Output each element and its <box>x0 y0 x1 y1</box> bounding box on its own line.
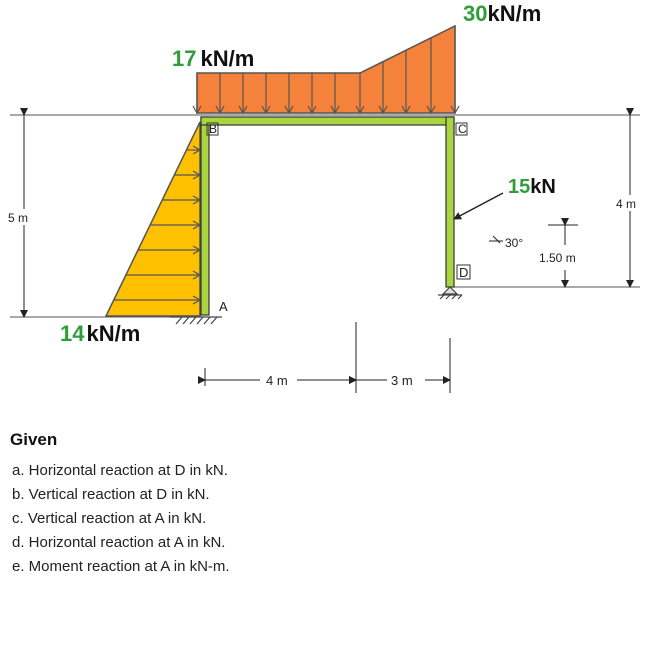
span-2-label: 3 m <box>391 373 413 388</box>
d-offset-dimension <box>539 225 578 287</box>
question-e: e. Moment reaction at A in kN-m. <box>12 558 230 575</box>
question-list <box>12 462 230 582</box>
given-heading: Given <box>10 430 58 449</box>
left-triangular-load <box>106 122 200 316</box>
left-bottom-load-label: 14kN/m <box>60 321 141 346</box>
point-load-arrow <box>454 193 523 250</box>
svg-text:5 m: 5 m <box>8 211 29 225</box>
node-d-label: D <box>459 265 469 280</box>
node-labels <box>207 122 470 314</box>
span-dimensions <box>205 322 450 393</box>
span-1-label: 4 m <box>266 373 288 388</box>
column-ab <box>201 117 209 315</box>
left-height-dimension <box>6 115 40 317</box>
question-d: d. Horizontal reaction at A in kN. <box>12 534 226 551</box>
reference-lines <box>10 115 640 317</box>
node-b-label: B <box>209 122 218 136</box>
node-c-label: C <box>458 122 467 136</box>
left-top-load-label: 17 kN/m <box>172 46 255 71</box>
question-c: c. Vertical reaction at A in kN. <box>12 510 207 527</box>
beam-bc <box>201 117 454 125</box>
svg-text:4 m: 4 m <box>616 197 637 211</box>
question-a: a. Horizontal reaction at D in kN. <box>12 462 228 479</box>
point-load-label: 15kN <box>508 176 556 198</box>
fixed-support-a <box>170 317 222 324</box>
pin-support-d <box>438 287 462 299</box>
frame <box>201 117 454 315</box>
svg-text:1.50 m: 1.50 m <box>539 251 576 265</box>
column-cd <box>446 117 454 287</box>
right-height-dimension <box>614 115 648 287</box>
right-top-load-label: 30kN/m <box>463 1 542 26</box>
node-a-label: A <box>219 299 228 314</box>
angle-label: 30° <box>505 236 524 250</box>
question-b: b. Vertical reaction at D in kN. <box>12 486 210 503</box>
